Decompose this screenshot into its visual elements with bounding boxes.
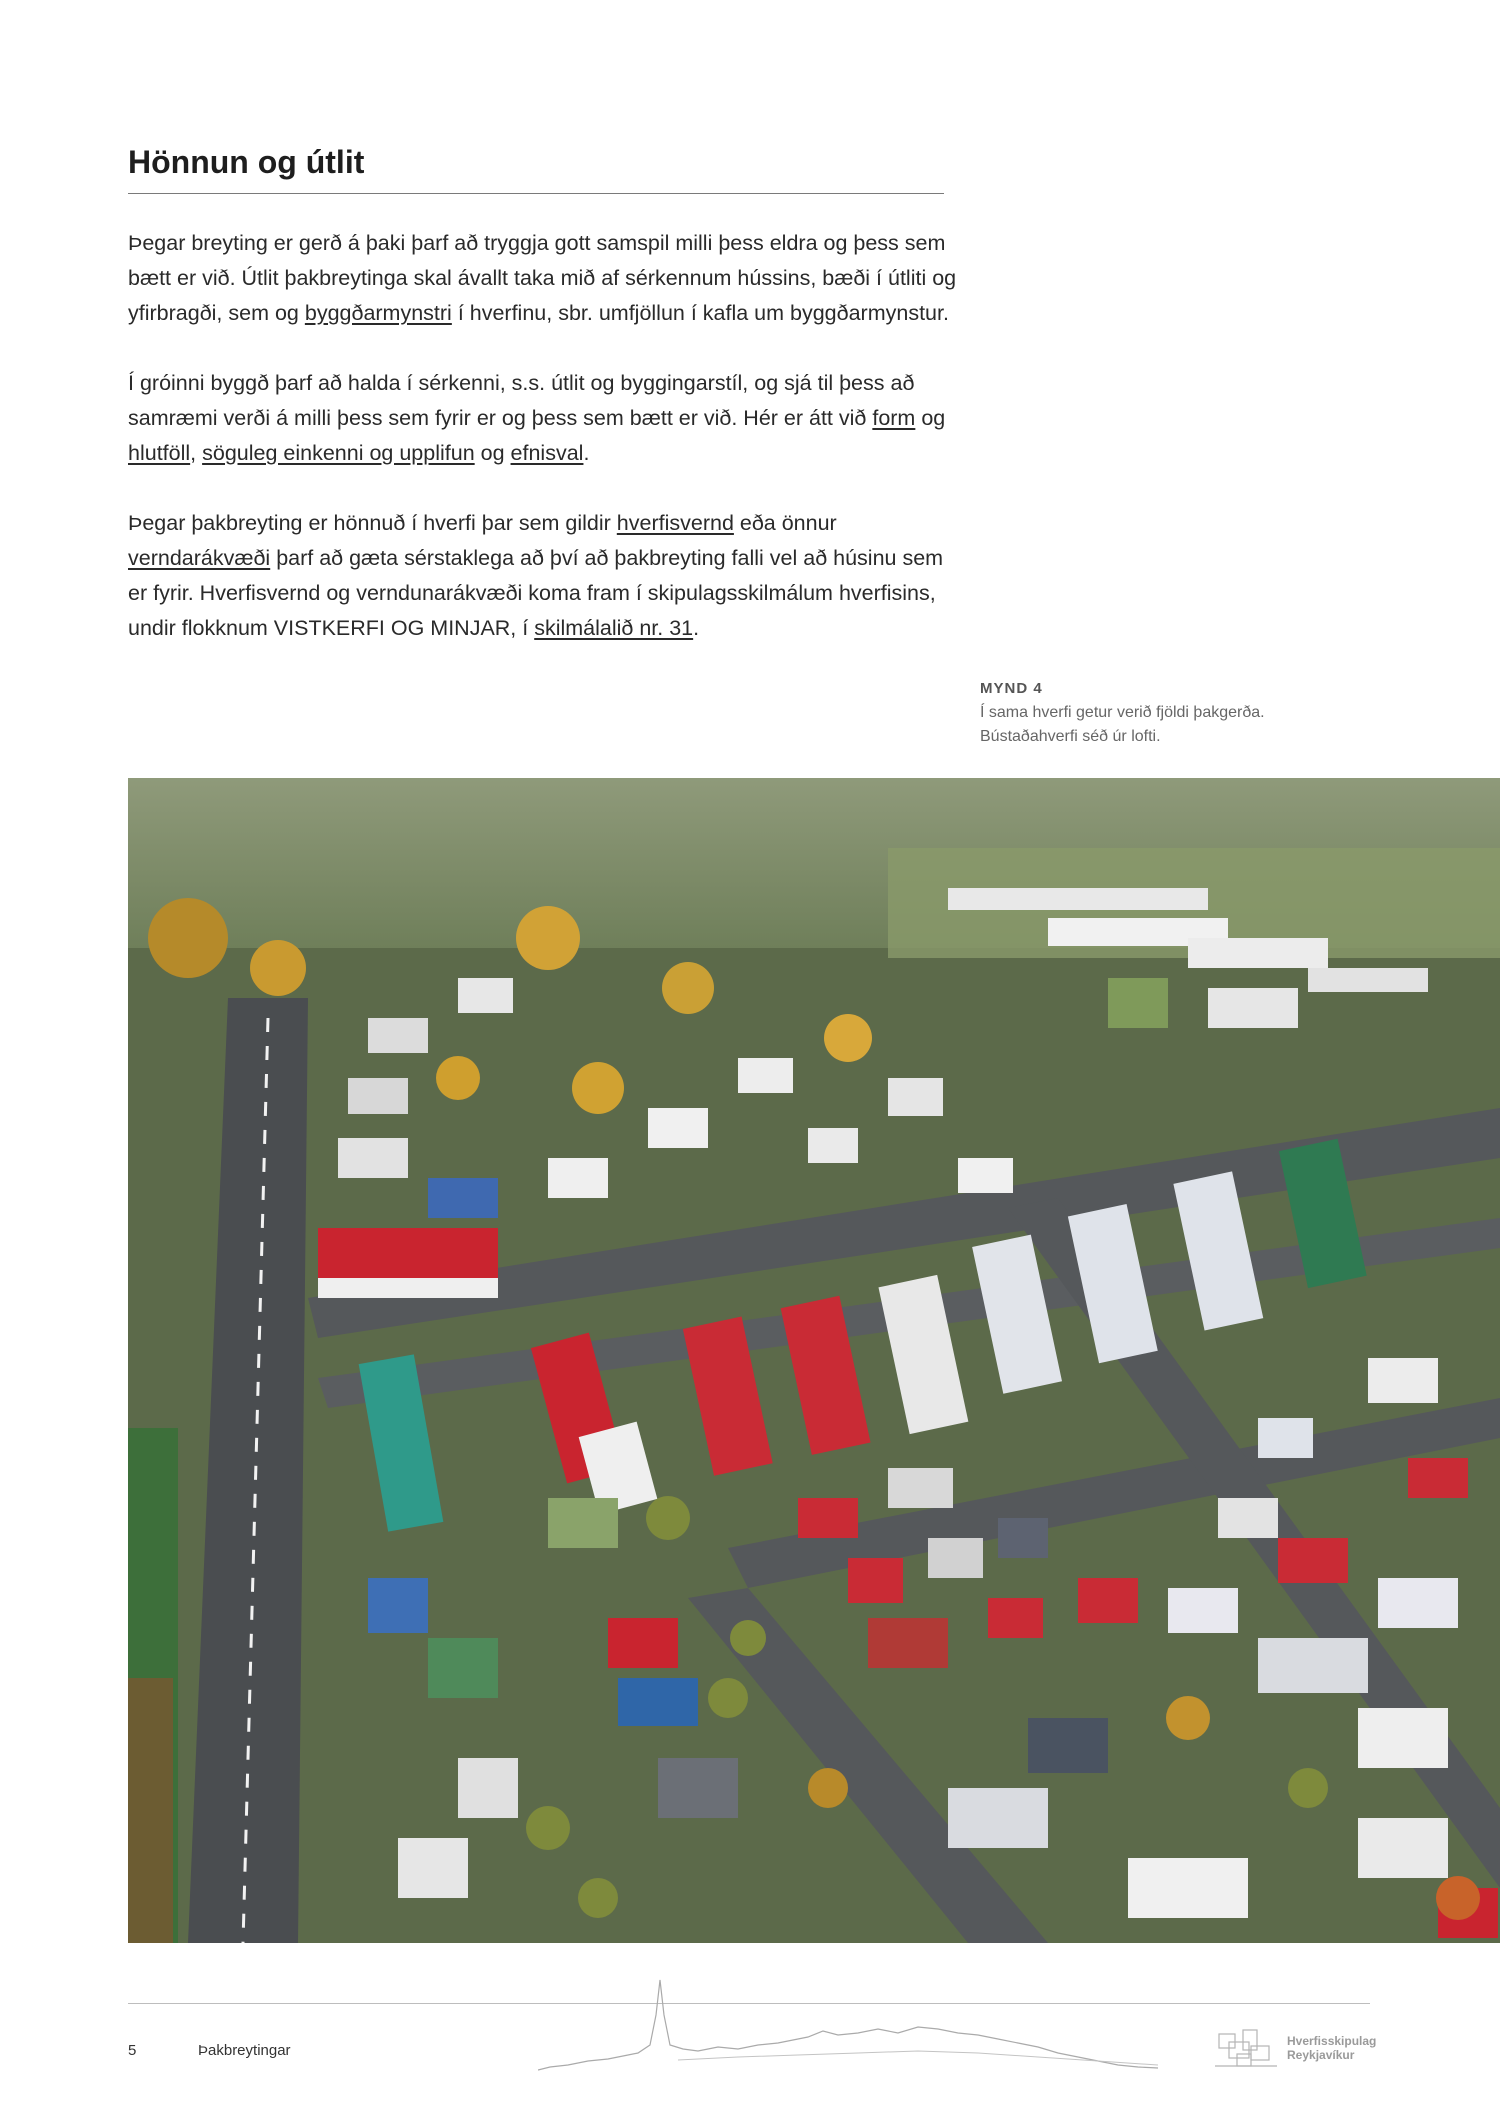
page-heading: Hönnun og útlit xyxy=(128,144,944,194)
link-form[interactable]: form xyxy=(872,406,916,430)
link-hverfisvernd[interactable]: hverfisvernd xyxy=(616,511,734,535)
paragraph-3: Þegar þakbreyting er hönnuð í hverfi þar sem gildir hverfisvernd eða önnur verndarákvæði þarf að gæta sérstaklega að því að þakbreyting falli vel að húsinu sem er fyrir. Hverfisvernd og verndunarákvæði koma fram í skipulagsskilmálum hverfisins, undir flokknum VISTKERFI OG MINJAR, í skilmálalið nr. 31. xyxy=(128,511,944,640)
caption-line-2: Bústaðahverfi séð úr lofti. xyxy=(980,728,1161,745)
link-efnisval[interactable]: efnisval xyxy=(510,441,584,465)
caption-line-1: Í sama hverfi getur verið fjöldi þakgerða. xyxy=(980,704,1265,721)
link-verndarakvaedi[interactable]: verndarákvæði xyxy=(128,546,271,570)
link-hlutfoll[interactable]: hlutföll xyxy=(128,441,191,465)
aerial-photo xyxy=(128,778,1500,1943)
figure-caption xyxy=(980,677,1340,749)
link-skilmalalid-31[interactable]: skilmálalið nr. 31 xyxy=(534,616,694,640)
link-soguleg-einkenni[interactable]: söguleg einkenni og upplifun xyxy=(202,441,475,465)
link-byggdarmynstri[interactable]: byggðarmynstri xyxy=(304,301,452,325)
caption-label: MYND 4 xyxy=(980,680,1043,697)
paragraph-1: Þegar breyting er gerð á þaki þarf að tryggja gott samspil milli þess eldra og þess sem bætt er við. Útlit þakbreytinga skal ávallt taka mið af sérkennum hússins, bæði í útliti og yfirbragði, sem og byggðarmynstri í hverfinu, sbr. umfjöllun í kafla um byggðarmynstur. xyxy=(128,231,957,325)
skyline-icon xyxy=(538,1975,1158,2075)
page-number: 5 xyxy=(128,2042,137,2059)
document-title: Þakbreytingar xyxy=(198,2042,291,2059)
aerial-photo-illustration xyxy=(128,778,1500,1943)
paragraph-2: Í gróinni byggð þarf að halda í sérkenni, s.s. útlit og byggingarstíl, og sjá til þess að samræmi verði á milli þess sem fyrir er og þess sem bætt er við. Hér er átt við form og hlutföll, söguleg einkenni og upplifun og efnisval. xyxy=(128,371,946,465)
logo-text: Hverfisskipulag Reykjavíkur xyxy=(1287,2034,1377,2062)
body-text xyxy=(128,226,958,681)
